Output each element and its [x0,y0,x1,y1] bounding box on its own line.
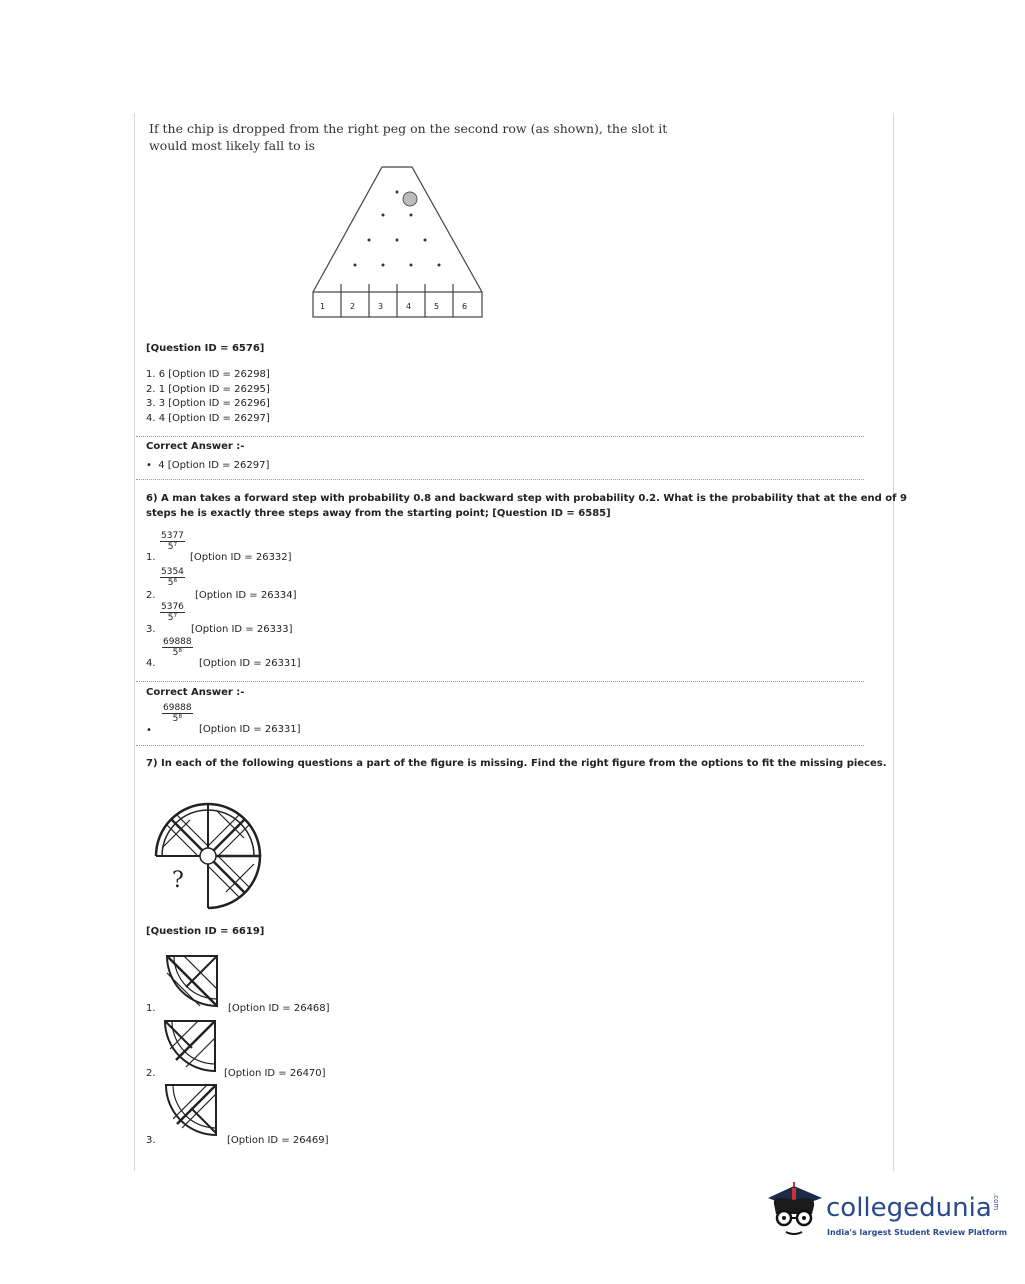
logo-suffix: .com [991,1193,1000,1211]
slot-label-3: 3 [378,302,384,311]
q5-option-4: 4. 4 [Option ID = 26297] [146,413,270,424]
fraction-numerator: 69888 [163,703,192,713]
q6-correct-id: [Option ID = 26331] [199,724,301,735]
q5-text-line2: would most likely fall to is [149,138,316,153]
bullet: • [146,725,152,736]
q6-correct-label: Correct Answer :- [146,687,245,698]
q7-option-3-id: [Option ID = 26469] [227,1135,329,1146]
slot-label-4: 4 [406,302,412,311]
missing-piece-mark: ? [172,868,184,893]
q6-option-1-number: 1. [146,552,156,563]
q5-correct-label: Correct Answer :- [146,441,245,452]
fraction-numerator: 5377 [161,531,184,541]
logo-name: collegedunia [826,1193,992,1223]
q6-option-3-fraction [160,602,185,623]
fraction-denominator: 5⁷ [167,542,178,552]
q7-circle-figure [150,798,268,914]
q6-option-4-fraction [162,637,193,658]
q6-correct-fraction [162,703,193,724]
q6-option-4-id: [Option ID = 26331] [199,658,301,669]
divider [136,745,864,746]
q7-option-2-id: [Option ID = 26470] [224,1068,326,1079]
slot-label-6: 6 [462,302,468,311]
q6-text-line2: steps he is exactly three steps away from the starting point; [Question ID = 6585] [146,508,611,519]
divider [136,479,864,480]
fraction-numerator: 5376 [161,602,184,612]
q5-option-2: 2. 1 [Option ID = 26295] [146,384,270,395]
q5-text-line1: If the chip is dropped from the right peg on the second row (as shown), the slot it [149,121,668,136]
fraction-denominator: 5⁷ [167,613,178,623]
logo-tagline: India's largest Student Review Platform [827,1228,1008,1237]
fraction-denominator: 5⁶ [167,578,178,588]
fraction-denominator: 5⁸ [172,648,182,658]
q6-option-3-number: 3. [146,624,156,635]
slot-label-2: 2 [350,302,356,311]
q6-option-2-id: [Option ID = 26334] [195,590,297,601]
q5-option-3: 3. 3 [Option ID = 26296] [146,398,270,409]
divider [136,681,864,682]
q7-option-1-id: [Option ID = 26468] [228,1003,330,1014]
q6-option-1-fraction [160,531,185,552]
q7-option-2-number: 2. [146,1068,156,1079]
fraction-denominator: 5⁸ [172,714,182,724]
q6-option-3-id: [Option ID = 26333] [191,624,293,635]
q5-question-id: [Question ID = 6576] [146,343,265,354]
q5-option-1: 1. 6 [Option ID = 26298] [146,369,270,380]
plinko-board-figure [310,162,485,322]
q7-option-1-image [164,953,220,1009]
q6-option-2-fraction [160,567,185,588]
q7-option-2-image [162,1018,218,1074]
q5-correct-value: 4 [Option ID = 26297] [158,460,270,471]
q7-option-3-number: 3. [146,1135,156,1146]
fraction-numerator: 69888 [163,637,192,647]
q6-option-4-number: 4. [146,658,156,669]
q7-text: 7) In each of the following questions a part of the figure is missing. Find the right figure from the options to fit the missing pieces. [146,758,887,769]
q6-option-1-id: [Option ID = 26332] [190,552,292,563]
q7-question-id: [Question ID = 6619] [146,926,265,937]
divider [136,436,864,437]
slot-label-5: 5 [434,302,440,311]
fraction-numerator: 5354 [161,567,184,577]
q7-option-1-number: 1. [146,1003,156,1014]
q6-text-line1: 6) A man takes a forward step with probability 0.8 and backward step with probability 0.2. What is the probability that at the end of 9 [146,493,907,504]
q5-correct-answer: • 4 [Option ID = 26297] [146,460,270,471]
slot-label-1: 1 [320,302,326,311]
q7-option-3-image [163,1082,219,1138]
student-mascot-logo-icon [764,1176,826,1242]
q6-option-2-number: 2. [146,590,156,601]
logo-wordmark [826,1193,1000,1223]
